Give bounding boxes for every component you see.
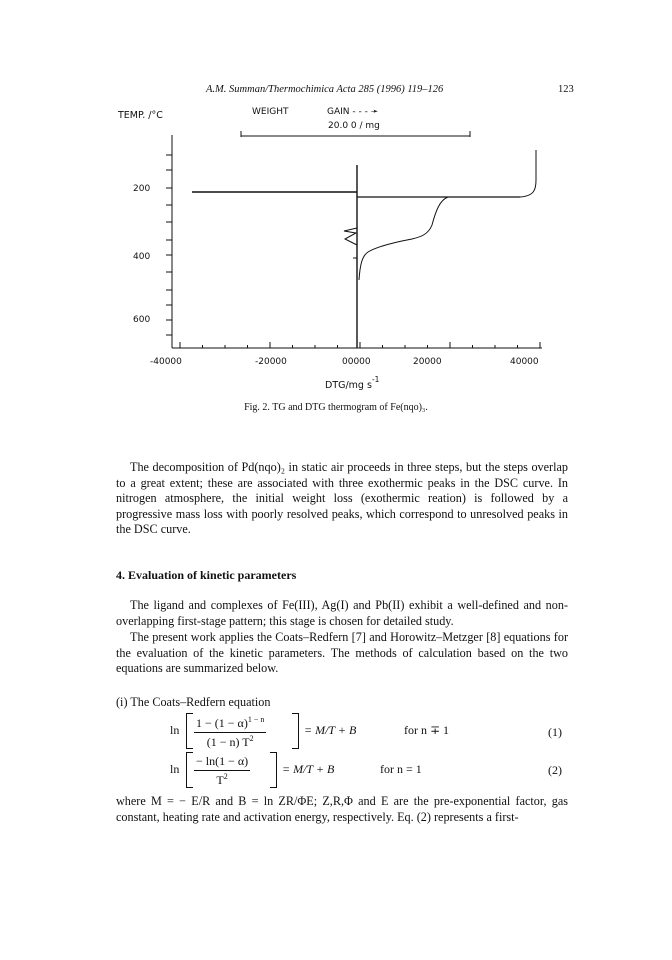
eq2-left-bracket [186, 752, 193, 788]
eq1-number: (1) [548, 725, 562, 739]
paragraph-definitions: where M = − E/R and B = ln ZR/ΦE; Z,R,Φ and E are the pre-exponential factor, gas constant, heating rate and activation energy, respectively. Eq. (2) represents a first- [116, 794, 568, 824]
y-axis-label: TEMP. /°C [118, 110, 163, 121]
y-tick-label-200: 200 [133, 184, 151, 194]
x-axis-ticks [180, 342, 540, 348]
paragraph-methods: The present work applies the Coats–Redfern [7] and Horowitz–Metzger [8] equations for the evaluation of the kinetic parameters. The methods of calculation based on the two equations are summarized below. [116, 630, 568, 676]
tg-descent-curve [359, 197, 448, 280]
y-tick-label-400: 400 [133, 252, 151, 262]
eq1-fraction [194, 715, 266, 750]
figure-caption: Fig. 2. TG and DTG thermogram of Fe(nqo)₃. [244, 402, 428, 413]
section-heading: 4. Evaluation of kinetic parameters [116, 568, 297, 582]
eq1-denominator: (1 − n) T [206, 735, 250, 749]
paragraph-decomposition: The decomposition of Pd(nqo)₂ in static air proceeds in three steps, but the steps overlap to a great extent; these are associated with three exothermic peaks in the DSC curve. In nitrogen atmosphere, the initial weight loss (exothermic reation) is followed by a progressive mass loss with poorly resolved peaks, which correspond to unresolved peaks in the DSC curve. [116, 460, 568, 537]
gain-label: GAIN - - - ➛ [327, 107, 379, 117]
dtg-spike [344, 228, 357, 245]
eq2-denominator: T [216, 773, 224, 787]
y-tick-label-600: 600 [133, 315, 151, 325]
x-tick-label-0: 00000 [342, 357, 371, 367]
weight-label: WEIGHT [252, 107, 289, 117]
eq2-right-bracket [270, 752, 277, 788]
page-header [0, 84, 672, 100]
thermogram-figure [0, 100, 672, 400]
eq1-denominator-exponent: 2 [249, 734, 254, 743]
x-tick-label-20000: 20000 [413, 357, 442, 367]
tg-gain-curve [520, 150, 536, 197]
coats-redfern-label: (i) The Coats–Redfern equation [116, 695, 271, 709]
eq2-fraction [194, 754, 250, 788]
eq1-right-bracket [292, 713, 299, 749]
eq1-numerator: 1 − (1 − α) [196, 716, 248, 730]
x-axis-label-sup: -1 [371, 375, 380, 384]
eq1-ln: ln [170, 723, 180, 737]
x-tick-label-40000: 40000 [510, 357, 539, 367]
eq1-rhs: = M/T + B [304, 723, 357, 737]
running-head: A.M. Summan/Thermochimica Acta 285 (1996) 119–126 [206, 84, 444, 95]
paragraph-ligand: The ligand and complexes of Fe(III), Ag(I) and Pb(II) exhibit a well-defined and non-overlapping first-stage pattern; this stage is chosen for detailed study. [116, 598, 568, 628]
page-number: 123 [558, 84, 574, 95]
eq2-condition: for n = 1 [380, 762, 422, 776]
x-axis-label [325, 375, 380, 391]
eq2-ln: ln [170, 762, 180, 776]
x-tick-label-neg20000: -20000 [255, 357, 287, 367]
x-tick-label-neg40000: -40000 [150, 357, 182, 367]
weight-scale-label: 20.0 0 / mg [328, 121, 380, 131]
y-axis-ticks [166, 155, 172, 335]
eq2-rhs: = M/T + B [282, 762, 335, 776]
eq1-condition: for n ∓ 1 [404, 723, 450, 737]
eq2-numerator: − ln(1 − α) [194, 754, 250, 771]
eq2-number: (2) [548, 763, 562, 777]
eq1-numerator-exponent: 1 − n [247, 715, 265, 724]
eq1-left-bracket [186, 713, 193, 749]
eq2-denominator-exponent: 2 [223, 772, 228, 781]
x-axis-label-main: DTG/mg s [325, 380, 372, 391]
